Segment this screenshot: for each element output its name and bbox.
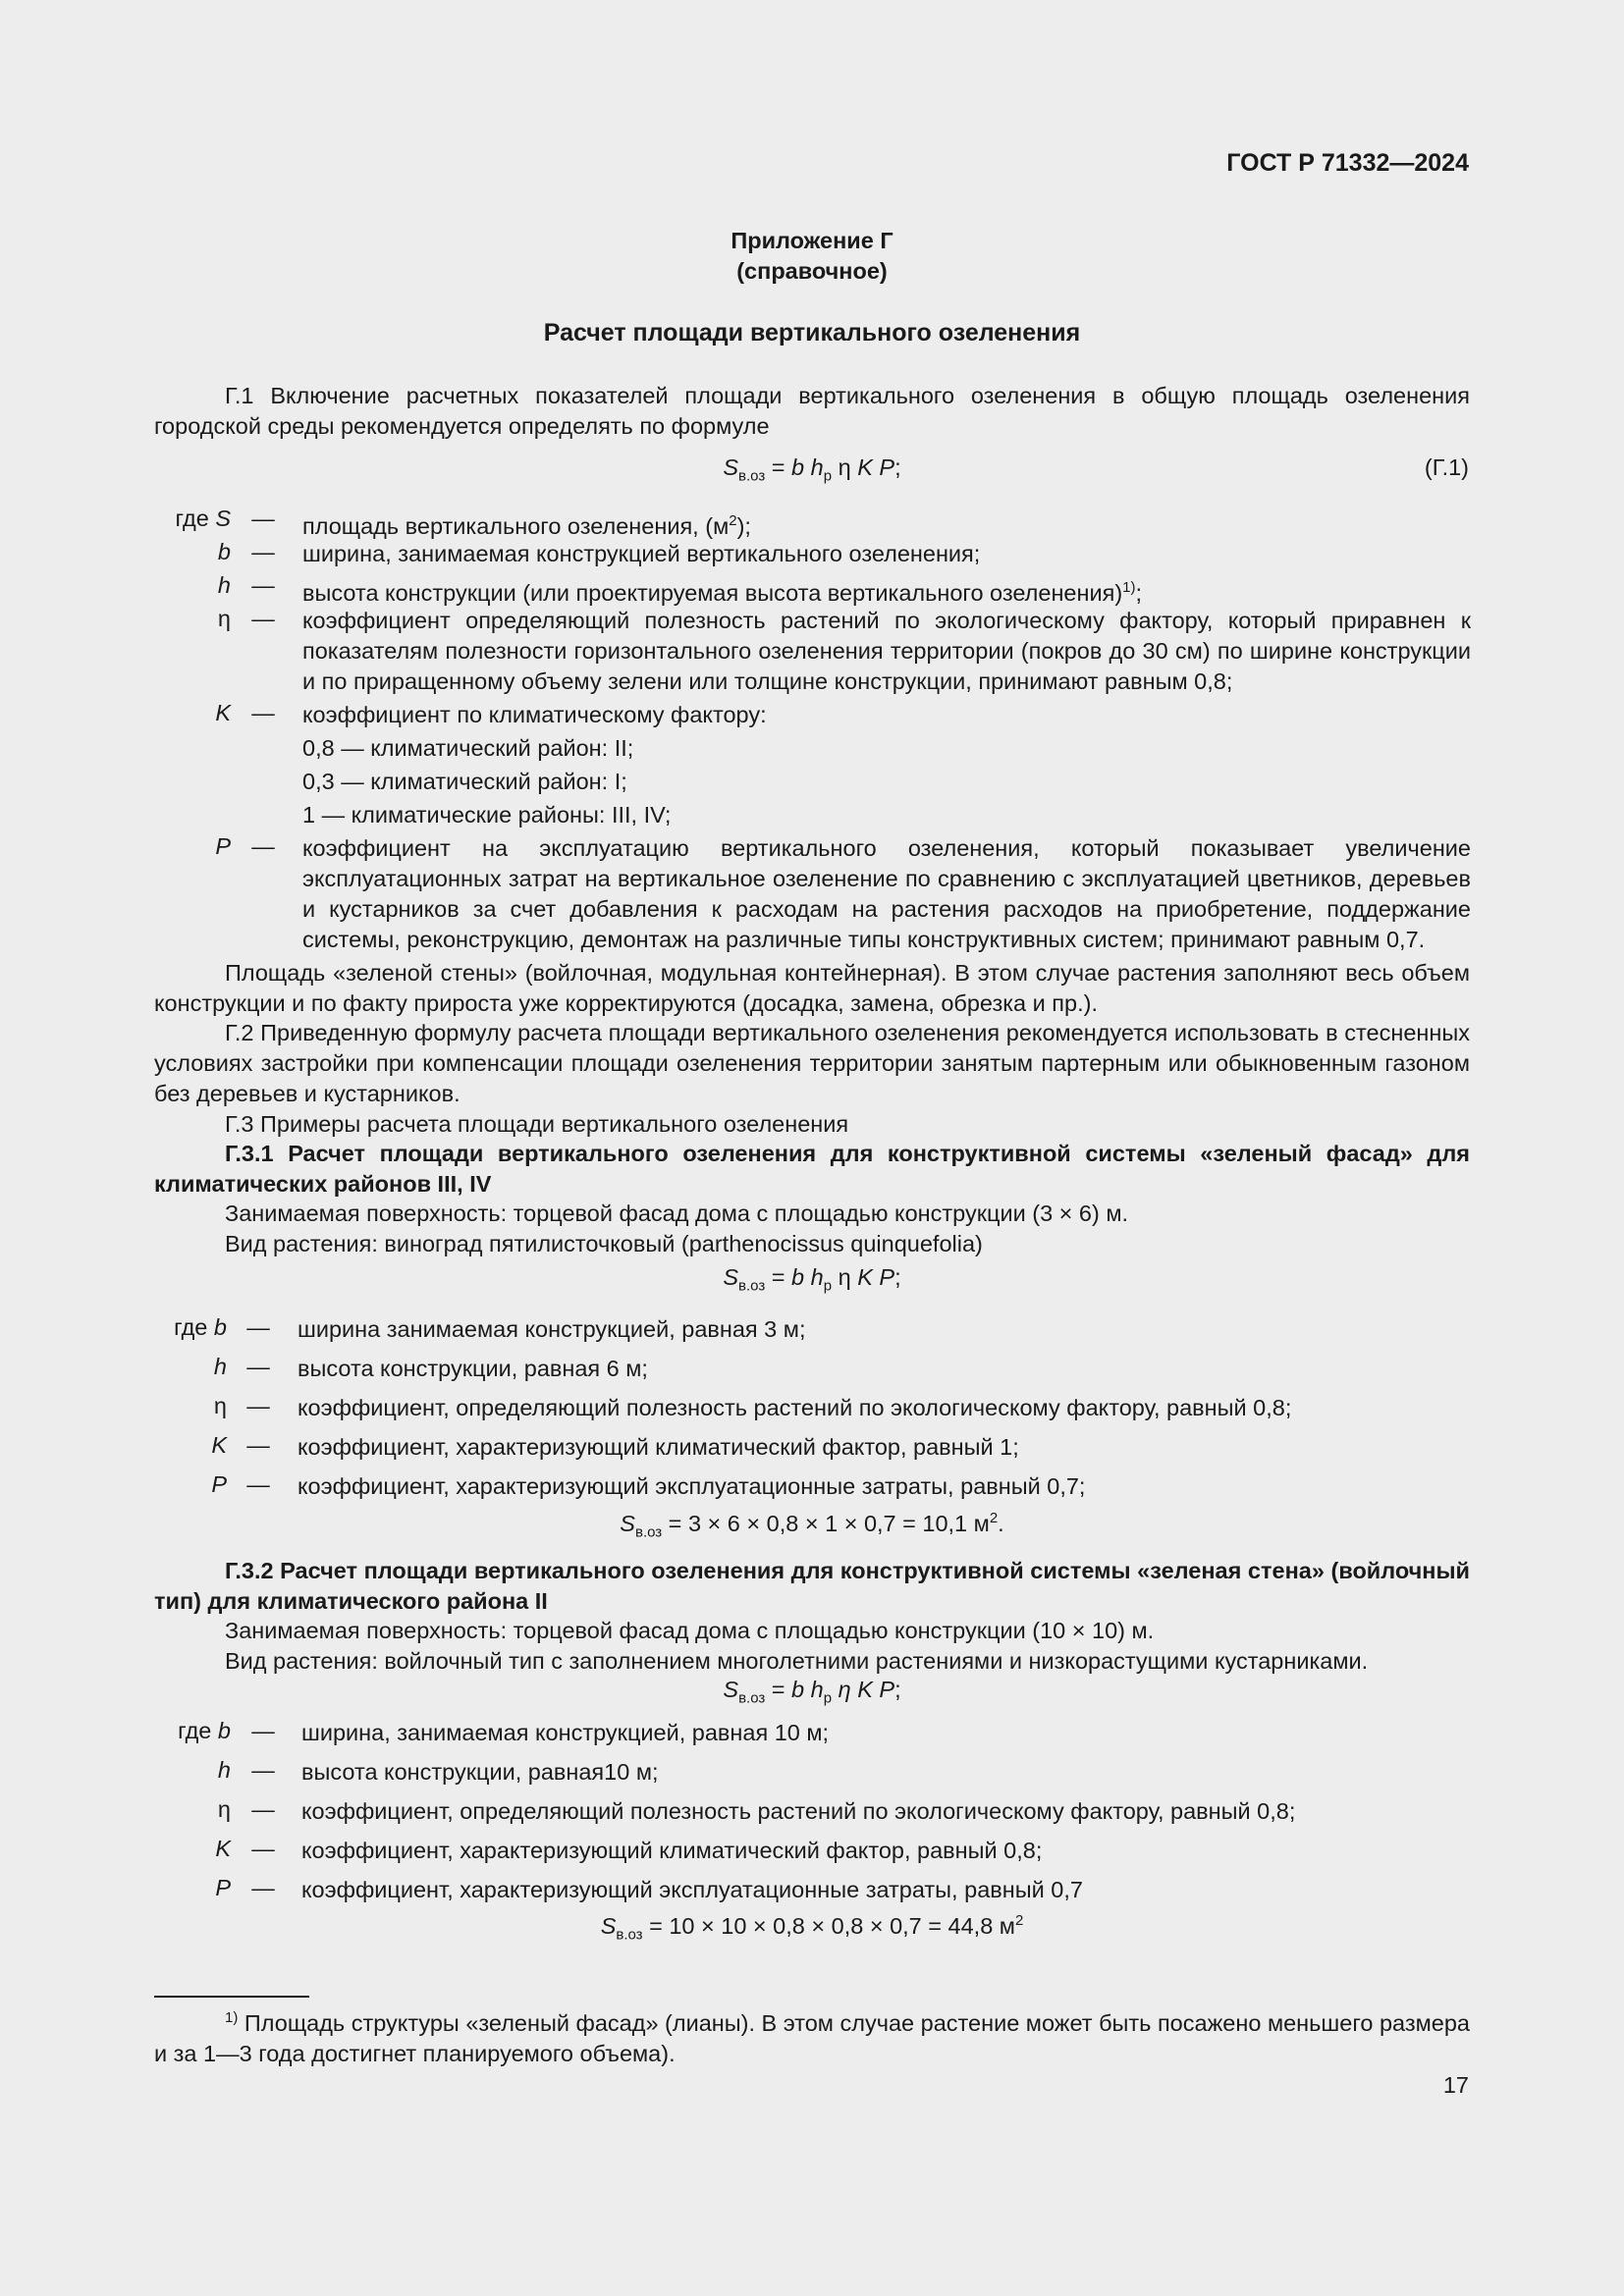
section-title: Расчет площади вертикального озеленения — [543, 319, 1081, 347]
g32-def-h: высота конструкции, равная10 м; — [301, 1759, 659, 1785]
result-g31: $S_{в.оз} = 3 \times 6 \times 0,8 \times 1 \times 0,7 = 10,1$ $м^2$. — [620, 1510, 1004, 1541]
legend-dash: — — [246, 1393, 270, 1418]
g32-def-p: коэффициент, характеризующий эксплуатационные затраты, равный 0,7 — [301, 1877, 1083, 1902]
g31-var-p: P — [211, 1471, 227, 1497]
g32-def-eta: коэффициент, определяющий полезность растений по экологическому фактору, равный 0,8; — [301, 1798, 1296, 1824]
g32-var-h: h — [217, 1757, 231, 1783]
legend-dash: — — [246, 1314, 270, 1340]
legend-dash: — — [246, 1432, 270, 1458]
legend-def-h: высота конструкции (или проектируемая высота вертикального озеленения)$^{1)}$; — [302, 579, 1143, 606]
appendix-title: Приложение Г — [731, 228, 893, 253]
g32-plant: Вид растения: войлочный тип с заполнением многолетними растениями и низкорастущими кустарниками. — [225, 1648, 1369, 1674]
legend-dash: — — [251, 506, 275, 531]
legend-dash: — — [251, 1757, 275, 1783]
legend-dash: — — [251, 572, 275, 598]
heading-g31: Г.3.1 Расчет площади вертикального озеленения для конструктивной системы «зеленый фасад» для климатических районов III, IV — [154, 1141, 1470, 1197]
g31-var-k: K — [211, 1432, 227, 1458]
footnote: $^{1)}$ Площадь структуры «зеленый фасад» (лианы). В этом случае растение может быть посажено меньшего размера и за 1—3 года достигнет планируемого объема). — [154, 2009, 1470, 2066]
legend-def-eta: коэффициент определяющий полезность растений по экологическому фактору, который приравнен к показателям полезности горизонтального озеленения территории (покров до 30 см) по ширине конструкции и по приращенному объему зелени или толщине конструкции, принимают равным 0,8; — [302, 608, 1471, 694]
legend-dash: — — [251, 1875, 275, 1900]
formula-g32: $S_{в.оз} = b$ $h_р$ η K P; — [723, 1677, 901, 1707]
g32-var-p: P — [215, 1875, 231, 1900]
page-number: 17 — [1442, 2072, 1469, 2098]
g31-plant: Вид растения: виноград пятилисточковый (parthenocissus quinquefolia) — [225, 1231, 983, 1256]
heading-g32: Г.3.2 Расчет площади вертикального озеленения для конструктивной системы «зеленая стена» (войлочный тип) для климатического района II — [154, 1558, 1470, 1614]
legend-dash: — — [246, 1354, 270, 1379]
paragraph-g1: Г.1 Включение расчетных показателей площади вертикального озеленения в общую площадь озеленения городской среды рекомендуется определять по формуле — [154, 383, 1470, 439]
g31-surface: Занимаемая поверхность: торцевой фасад дома с площадью конструкции (3 × 6) м. — [225, 1201, 1129, 1226]
g31-var-eta: η — [213, 1393, 227, 1418]
legend-def-s: площадь вертикального озеленения, $(м^2)$; — [302, 512, 751, 539]
legend-dash: — — [251, 700, 275, 725]
g31-def-p: коэффициент, характеризующий эксплуатационные затраты, равный 0,7; — [298, 1473, 1086, 1499]
g31-def-k: коэффициент, характеризующий климатический фактор, равный 1; — [298, 1434, 1019, 1460]
legend-var-b: b — [217, 539, 231, 564]
legend-dash: — — [251, 539, 275, 564]
legend-dash: — — [251, 1718, 275, 1743]
legend-dash: — — [251, 606, 275, 631]
legend-dash: — — [251, 833, 275, 859]
legend-dash: — — [251, 1836, 275, 1861]
g32-var-eta: η — [217, 1796, 231, 1822]
legend-dash: — — [251, 1796, 275, 1822]
g31-def-b: ширина занимаемая конструкцией, равная 3 м; — [298, 1316, 806, 1342]
g31-def-h: высота конструкции, равная 6 м; — [298, 1356, 648, 1381]
k-item: 1 — климатические районы: III, IV; — [302, 802, 672, 828]
g32-var-b: где b — [178, 1718, 231, 1743]
g32-surface: Занимаемая поверхность: торцевой фасад дома с площадью конструкции (10 × 10) м. — [225, 1618, 1155, 1643]
footnote-divider — [154, 1996, 309, 1998]
g32-var-k: K — [215, 1836, 231, 1861]
paragraph-green-wall: Площадь «зеленой стены» (войлочная, модульная контейнерная). В этом случае растения заполняют весь объем конструкции и по факту прироста уже корректируются (досадка, замена, обрезка и пр.). — [154, 960, 1470, 1016]
legend-var-h: h — [217, 572, 231, 598]
legend-dash: — — [246, 1471, 270, 1497]
g32-def-k: коэффициент, характеризующий климатический фактор, равный 0,8; — [301, 1838, 1043, 1863]
k-item: 0,3 — климатический район: I; — [302, 769, 627, 794]
formula-g31: $S_{в.оз} = b$ $h_р$ η K P; — [723, 1264, 901, 1295]
legend-def-b: ширина, занимаемая конструкцией вертикального озеленения; — [302, 541, 981, 566]
g31-def-eta: коэффициент, определяющий полезность растений по экологическому фактору, равный 0,8; — [298, 1395, 1292, 1420]
result-g32: $S_{в.оз} = 10 \times 10 \times 0,8 \times 0,8 \times 0,7 = 44,8$ $м^2$ — [600, 1912, 1024, 1944]
legend-var-s: где S — [175, 506, 231, 531]
formula-number: (Г.1) — [1424, 454, 1469, 480]
legend-def-p: коэффициент на эксплуатацию вертикального озеленения, который показывает увеличение эксплуатационных затрат на вертикальное озеленение по сравнению с эксплуатацией цветников, деревьев и кустарников за счет добавления к расходам на растения расходов на приобретение, поддержание системы, реконструкцию, демонтаж на различные типы конструктивных систем; принимают равным 0,7. — [302, 835, 1471, 952]
g31-var-h: h — [213, 1354, 227, 1379]
document-id: ГОСТ Р 71332—2024 — [1226, 149, 1469, 177]
appendix-kind: (справочное) — [736, 258, 888, 284]
paragraph-g2: Г.2 Приведенную формулу расчета площади вертикального озеленения рекомендуется использовать в стесненных условиях застройки при компенсации площади озеленения территории занятым партерным или обыкновенным газоном без деревьев и кустарников. — [154, 1020, 1470, 1106]
g32-def-b: ширина, занимаемая конструкцией, равная 10 м; — [301, 1720, 830, 1745]
legend-var-p: P — [215, 833, 231, 859]
k-item: 0,8 — климатический район: II; — [302, 735, 634, 761]
paragraph-g3: Г.3 Примеры расчета площади вертикального озеленения — [225, 1111, 849, 1137]
legend-var-k: K — [215, 700, 231, 725]
legend-var-eta: η — [217, 606, 231, 631]
legend-def-k: коэффициент по климатическому фактору: — [302, 702, 767, 727]
formula-main: $S_{в.оз} = b$ $h_р$ η K P; — [723, 454, 901, 485]
g31-var-b: где b — [174, 1314, 227, 1340]
